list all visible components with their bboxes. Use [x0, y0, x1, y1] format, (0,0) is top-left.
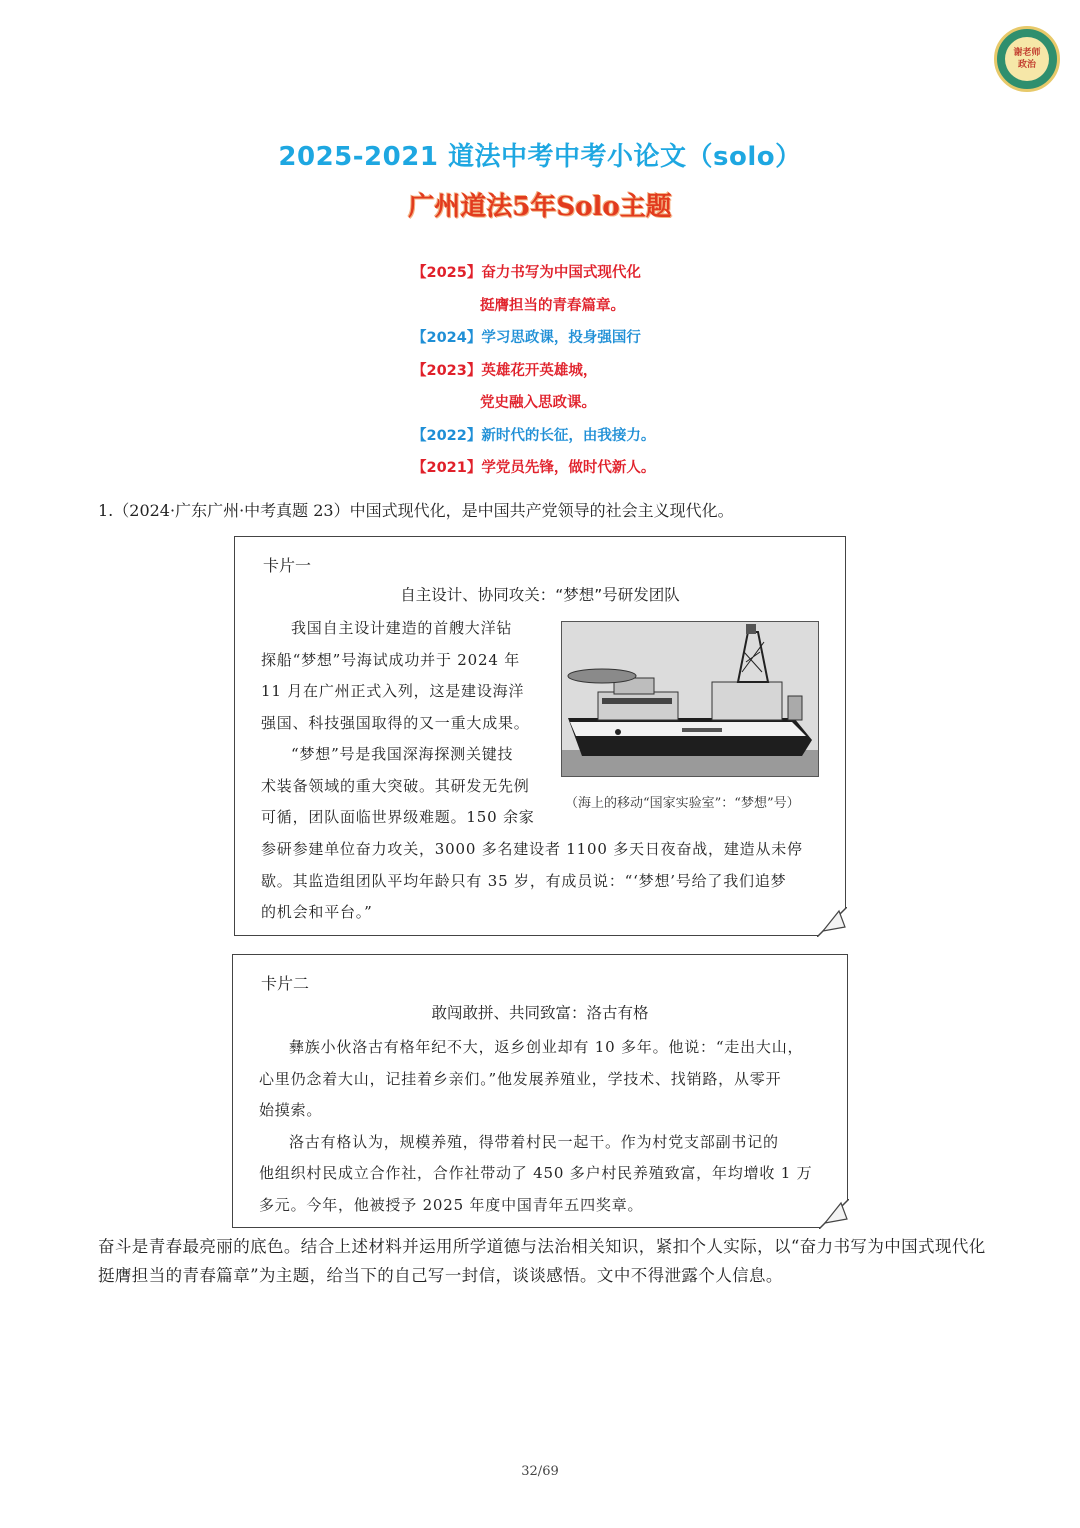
card-two-title: 敢闯敢拼、共同致富：洛古有格 — [431, 1004, 649, 1022]
theme-2025-line1: 【2025】奋力书写为中国式现代化 — [412, 265, 641, 281]
card-one-title: 自主设计、协同攻关：“梦想”号研发团队 — [400, 586, 680, 604]
page-fold-icon — [817, 907, 847, 937]
card-one-line: 11 月在广州正式入列，这是建设海洋 — [261, 682, 525, 700]
card-two-line: 他组织村民成立合作社，合作社带动了 450 多户村民养殖致富，年均增收 1 万 — [259, 1164, 813, 1182]
theme-2022: 【2022】新时代的长征，由我接力。 — [412, 427, 656, 444]
page-fold-icon — [819, 1199, 849, 1229]
card-two — [232, 954, 848, 1228]
drilling-ship-illustration — [562, 622, 819, 777]
card-one-line: 可循，团队面临世界级难题。150 余家 — [261, 808, 535, 826]
page-number: 32/69 — [521, 1464, 559, 1479]
logo — [994, 26, 1060, 92]
card-two-line: 多元。今年，他被授予 2025 年度中国青年五四奖章。 — [259, 1195, 644, 1214]
card-two-text — [259, 1032, 829, 1221]
card-one-line: 参研参建单位奋力攻关，3000 多名建设者 1100 多天日夜奋战，建造从未停 — [261, 840, 803, 858]
card-one-line: 探船“梦想”号海试成功并于 2024 年 — [261, 650, 521, 669]
card-one-line: 术装备领域的重大突破。其研发无先例 — [261, 776, 530, 795]
essay-prompt: 奋斗是青春最亮丽的底色。结合上述材料并运用所学道德与法治相关知识，紧扣个人实际，以“奋力书写为中国式现代化挺膺担当的青春篇章”为主题，给当下的自己写一封信，谈谈感悟。文中不得泄露个人信息。 — [98, 1237, 986, 1285]
card-one-text-narrow — [261, 613, 561, 834]
card-two-line: 彝族小伙洛古有格年纪不大，返乡创业却有 10 多年。他说：“走出大山， — [289, 1038, 804, 1056]
theme-list — [412, 262, 655, 490]
card-one-line: 的机会和平台。” — [261, 903, 373, 921]
logo-text-top: 谢老师 — [1013, 48, 1041, 58]
theme-2024: 【2024】学习思政课，投身强国行 — [412, 330, 641, 346]
card-one-line: “梦想”号是我国深海探测关键技 — [291, 745, 514, 763]
card-two-line: 心里仍念着大山，记挂着乡亲们。”他发展养殖业，学技术、找销路，从零开 — [259, 1069, 782, 1088]
card-one — [234, 536, 846, 936]
ship-photo-caption: （海上的移动“国家实验室”：“梦想”号） — [565, 796, 800, 811]
card-one-line: 强国、科技强国取得的又一重大成果。 — [261, 713, 530, 732]
theme-2023-line1: 【2023】英雄花开英雄城， — [412, 362, 598, 379]
page-subtitle: 广州道法5年Solo主题 — [408, 192, 672, 222]
logo-text-bottom: 政治 — [1017, 60, 1036, 70]
card-two-line: 始摸索。 — [259, 1101, 323, 1119]
theme-2023-line2: 党史融入思政课。 — [480, 395, 596, 411]
card-one-line: 歇。其监造组团队平均年龄只有 35 岁，有成员说：“‘梦想’号给了我们追梦 — [261, 871, 787, 890]
card-one-text-wide — [261, 834, 831, 929]
question-intro: 1.（2024·广东广州·中考真题 23）中国式现代化，是中国共产党领导的社会主义现代化。 — [98, 501, 734, 520]
theme-2021: 【2021】学党员先锋，做时代新人。 — [412, 460, 656, 476]
theme-2025-line2: 挺膺担当的青春篇章。 — [480, 297, 625, 314]
logo-emblem — [1005, 37, 1049, 81]
card-one-line: 我国自主设计建造的首艘大洋钻 — [291, 619, 513, 637]
ship-photo — [561, 621, 819, 777]
page-title: 2025-2021 道法中考中考小论文（solo） — [278, 142, 802, 172]
card-one-label: 卡片一 — [263, 556, 312, 575]
card-two-line: 洛古有格认为，规模养殖，得带着村民一起干。作为村党支部副书记的 — [289, 1132, 779, 1151]
card-two-label: 卡片二 — [261, 974, 310, 993]
